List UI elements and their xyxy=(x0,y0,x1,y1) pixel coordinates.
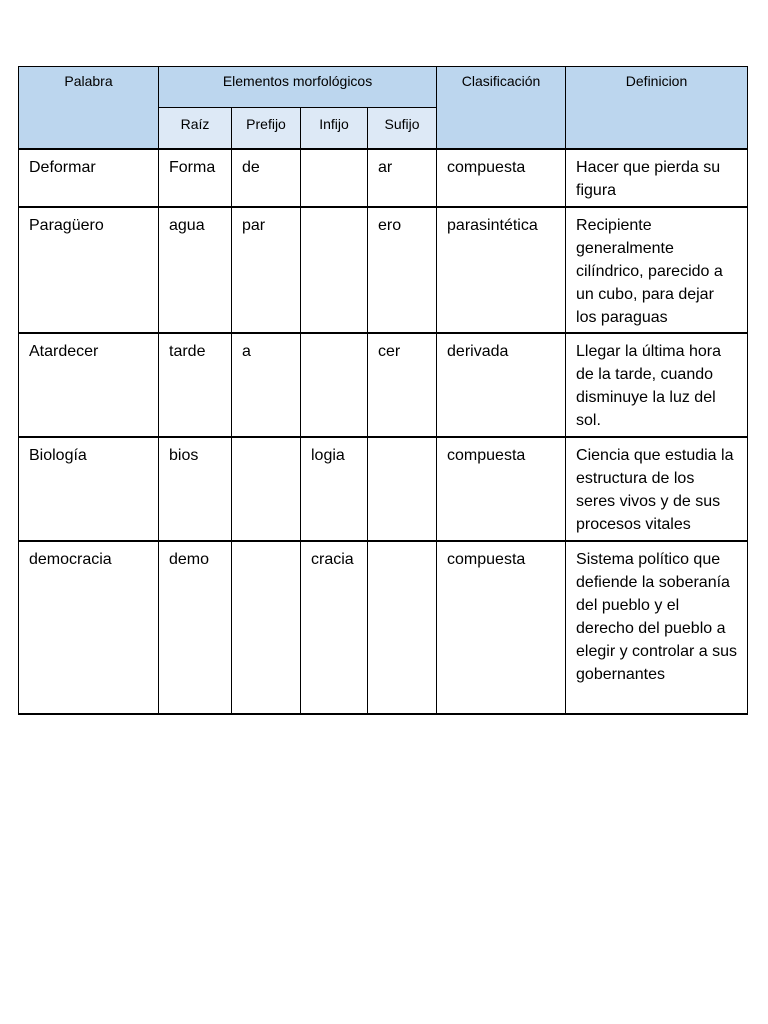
cell-palabra: Deformar xyxy=(19,149,159,207)
cell-raiz: bios xyxy=(159,437,232,541)
cell-definicion: Sistema político que defiende la soberanía del pueblo y el derecho del pueblo a elegir y controlar a sus gobernantes xyxy=(566,541,748,714)
cell-raiz: tarde xyxy=(159,333,232,437)
cell-palabra: Paragüero xyxy=(19,207,159,333)
header-clasificacion: Clasificación xyxy=(437,67,566,150)
cell-sufijo: ar xyxy=(368,149,437,207)
cell-infijo xyxy=(301,333,368,437)
cell-infijo: logia xyxy=(301,437,368,541)
cell-palabra: democracia xyxy=(19,541,159,714)
cell-raiz: demo xyxy=(159,541,232,714)
cell-palabra: Biología xyxy=(19,437,159,541)
subheader-prefijo: Prefijo xyxy=(232,108,301,150)
table-row xyxy=(19,149,748,207)
cell-definicion: Ciencia que estudia la estructura de los seres vivos y de sus procesos vitales xyxy=(566,437,748,541)
table-body xyxy=(19,149,748,714)
header-row-main xyxy=(19,67,748,108)
table-row xyxy=(19,333,748,437)
subheader-sufijo: Sufijo xyxy=(368,108,437,150)
cell-sufijo xyxy=(368,541,437,714)
morphology-table xyxy=(18,66,748,715)
cell-clasificacion: compuesta xyxy=(437,437,566,541)
cell-raiz: agua xyxy=(159,207,232,333)
cell-sufijo: cer xyxy=(368,333,437,437)
header-palabra: Palabra xyxy=(19,67,159,150)
cell-raiz: Forma xyxy=(159,149,232,207)
subheader-infijo: Infijo xyxy=(301,108,368,150)
cell-prefijo: par xyxy=(232,207,301,333)
cell-clasificacion: compuesta xyxy=(437,149,566,207)
cell-clasificacion: derivada xyxy=(437,333,566,437)
header-elementos-morfologicos: Elementos morfológicos xyxy=(159,67,437,108)
cell-prefijo: a xyxy=(232,333,301,437)
header-definicion: Definicion xyxy=(566,67,748,150)
table-row xyxy=(19,541,748,714)
subheader-raiz: Raíz xyxy=(159,108,232,150)
cell-definicion: Llegar la última hora de la tarde, cuando disminuye la luz del sol. xyxy=(566,333,748,437)
cell-prefijo: de xyxy=(232,149,301,207)
cell-sufijo: ero xyxy=(368,207,437,333)
table-row xyxy=(19,437,748,541)
cell-prefijo xyxy=(232,437,301,541)
cell-infijo xyxy=(301,149,368,207)
cell-definicion: Hacer que pierda su figura xyxy=(566,149,748,207)
cell-clasificacion: parasintética xyxy=(437,207,566,333)
cell-definicion: Recipiente generalmente cilíndrico, parecido a un cubo, para dejar los paraguas xyxy=(566,207,748,333)
cell-sufijo xyxy=(368,437,437,541)
cell-prefijo xyxy=(232,541,301,714)
cell-palabra: Atardecer xyxy=(19,333,159,437)
table-row xyxy=(19,207,748,333)
cell-infijo: cracia xyxy=(301,541,368,714)
cell-clasificacion: compuesta xyxy=(437,541,566,714)
table-header xyxy=(19,67,748,150)
cell-infijo xyxy=(301,207,368,333)
